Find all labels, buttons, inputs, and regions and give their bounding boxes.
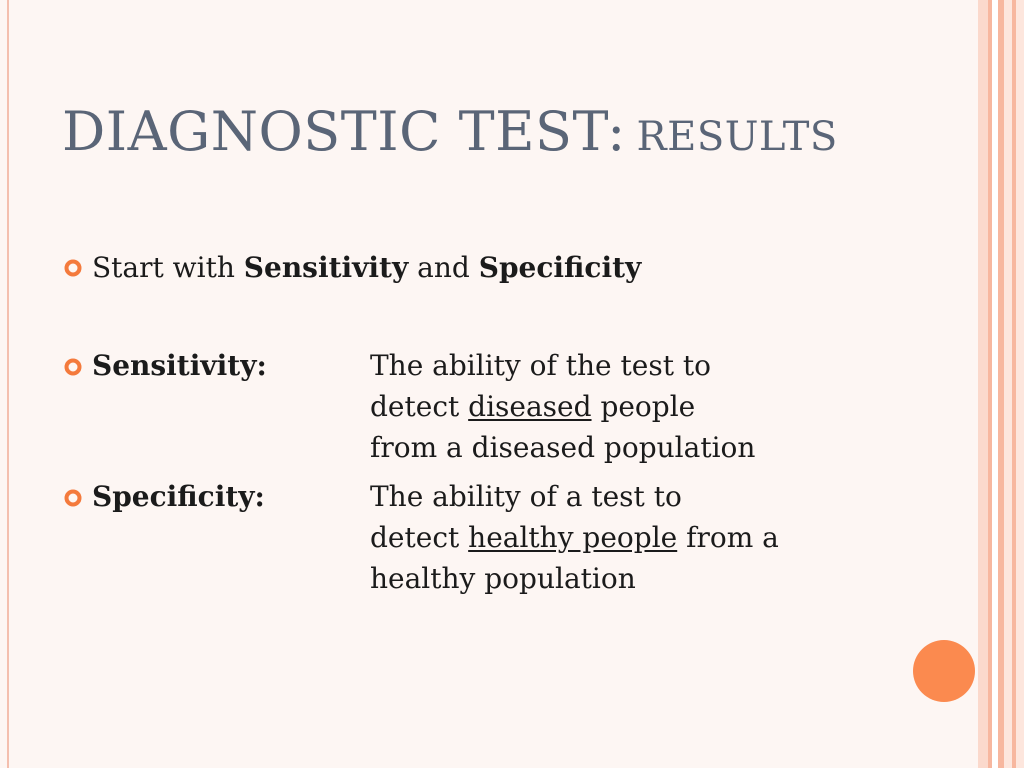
definition-line-suffix: people <box>600 390 696 423</box>
underlined-term-healthy-people: healthy people <box>468 521 678 554</box>
intro-term-sensitivity: Sensitivity <box>243 251 409 284</box>
definition-line-prefix: detect <box>370 521 460 554</box>
bullet-icon <box>64 358 82 376</box>
intro-prefix: Start with <box>92 251 235 284</box>
bullet-icon <box>64 489 82 507</box>
right-border-stripe <box>1004 0 1012 768</box>
definition-line <box>370 386 755 427</box>
specificity-term: Specificity: <box>92 480 265 513</box>
definition-line-suffix: from a <box>686 521 779 554</box>
slide-title <box>62 100 838 163</box>
intro-connector: and <box>417 251 470 284</box>
left-frame-line <box>7 0 9 768</box>
underlined-term-diseased: diseased <box>468 390 592 423</box>
specificity-definition <box>370 476 779 599</box>
bullet-intro <box>92 247 641 288</box>
intro-term-specificity: Specificity <box>478 251 642 284</box>
title-main: DIAGNOSTIC TEST: <box>62 100 626 163</box>
right-border-stripe <box>978 0 988 768</box>
definition-line: from a diseased population <box>370 431 756 464</box>
sensitivity-term: Sensitivity: <box>92 349 267 382</box>
definition-line-prefix: detect <box>370 390 460 423</box>
bullet-icon <box>64 259 82 277</box>
right-border-stripe <box>1016 0 1024 768</box>
decorative-circle <box>913 640 975 702</box>
definition-line: The ability of the test to <box>370 349 711 382</box>
sensitivity-definition <box>370 345 755 468</box>
definition-line: healthy population <box>370 562 636 595</box>
definition-line <box>370 517 779 558</box>
title-subtitle: RESULTS <box>636 114 838 160</box>
definition-line: The ability of a test to <box>370 480 682 513</box>
